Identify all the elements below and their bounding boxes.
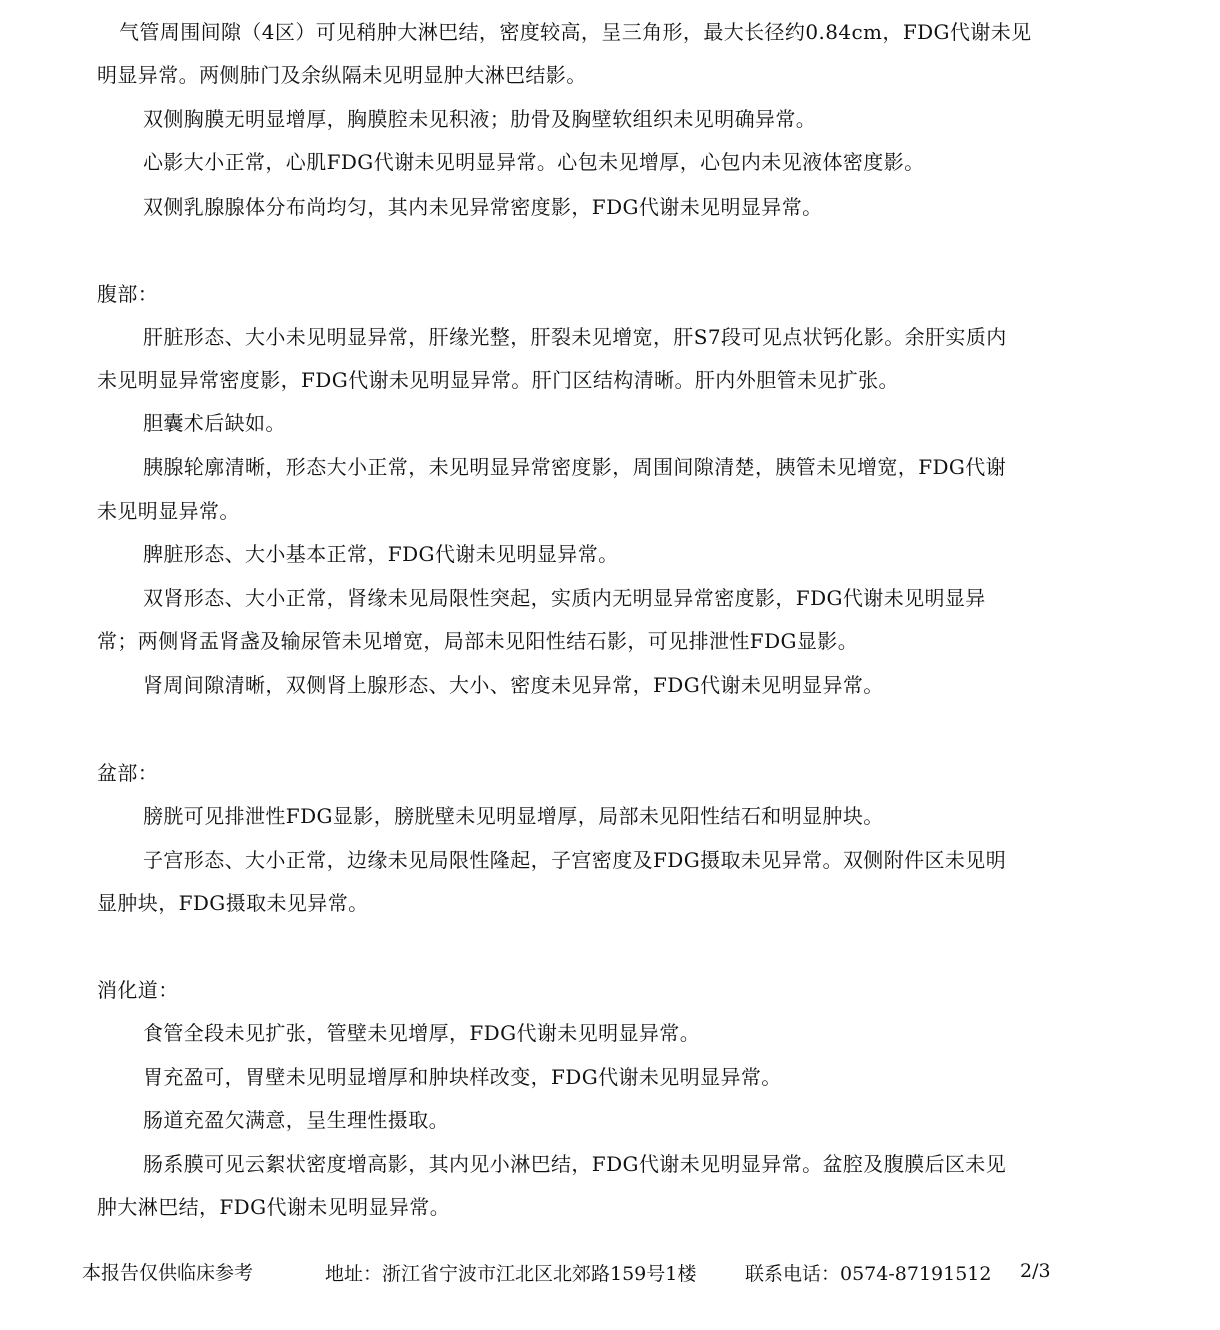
abdomen-text-line: 常；两侧肾盂肾盏及输尿管未见增宽，局部未见阳性结石影，可见排泄性FDG显影。 (97, 629, 859, 653)
footer-address: 地址：浙江省宁波市江北区北郊路159号1楼 (325, 1263, 697, 1285)
pelvis-text-line: 显肿块，FDG摄取未见异常。 (97, 891, 369, 915)
digestive-text-line: 肠系膜可见云絮状密度增高影，其内见小淋巴结，FDG代谢未见明显异常。盆腔及腹膜后区未见 (143, 1152, 1007, 1176)
section-heading-digestive: 消化道： (97, 978, 179, 1002)
chest-text-line: 心影大小正常，心肌FDG代谢未见明显异常。心包未见增厚，心包内未见液体密度影。 (143, 150, 925, 174)
footer-page-number: 2/3 (1020, 1260, 1051, 1282)
chest-text-line: 双侧胸膜无明显增厚，胸膜腔未见积液；肋骨及胸壁软组织未见明确异常。 (143, 107, 817, 131)
digestive-text-line: 肿大淋巴结，FDG代谢未见明显异常。 (97, 1195, 451, 1219)
chest-text-line: 明显异常。两侧肺门及余纵隔未见明显肿大淋巴结影。 (97, 63, 587, 87)
footer-disclaimer: 本报告仅供临床参考 (82, 1262, 254, 1284)
footer-phone: 联系电话：0574-87191512 (745, 1263, 992, 1285)
abdomen-text-line: 未见明显异常。 (97, 499, 240, 523)
abdomen-text-line: 胆囊术后缺如。 (143, 411, 286, 435)
digestive-text-line: 食管全段未见扩张，管壁未见增厚，FDG代谢未见明显异常。 (143, 1021, 701, 1045)
section-heading-abdomen: 腹部： (97, 282, 159, 306)
abdomen-text-line: 胰腺轮廓清晰，形态大小正常，未见明显异常密度影，周围间隙清楚，胰管未见增宽，FDG代谢 (143, 455, 1007, 479)
pelvis-text-line: 膀胱可见排泄性FDG显影，膀胱壁未见明显增厚，局部未见阳性结石和明显肿块。 (143, 804, 884, 828)
abdomen-text-line: 双肾形态、大小正常，肾缘未见局限性突起，实质内无明显异常密度影，FDG代谢未见明显异 (143, 586, 986, 610)
abdomen-text-line: 脾脏形态、大小基本正常，FDG代谢未见明显异常。 (143, 542, 619, 566)
digestive-text-line: 胃充盈可，胃壁未见明显增厚和肿块样改变，FDG代谢未见明显异常。 (143, 1065, 782, 1089)
abdomen-text-line: 肝脏形态、大小未见明显异常，肝缘光整，肝裂未见增宽，肝S7段可见点状钙化影。余肝实质内 (143, 325, 1007, 349)
chest-text-line: 双侧乳腺腺体分布尚均匀，其内未见异常密度影，FDG代谢未见明显异常。 (143, 195, 823, 219)
abdomen-text-line: 肾周间隙清晰，双侧肾上腺形态、大小、密度未见异常，FDG代谢未见明显异常。 (143, 673, 884, 697)
chest-text-line: 气管周围间隙（4区）可见稍肿大淋巴结，密度较高，呈三角形，最大长径约0.84cm，FDG代谢未见 (119, 20, 1032, 44)
section-heading-pelvis: 盆部： (97, 761, 159, 785)
pelvis-text-line: 子宫形态、大小正常，边缘未见局限性隆起，子宫密度及FDG摄取未见异常。双侧附件区未见明 (143, 848, 1007, 872)
digestive-text-line: 肠道充盈欠满意，呈生理性摄取。 (143, 1108, 449, 1132)
abdomen-text-line: 未见明显异常密度影，FDG代谢未见明显异常。肝门区结构清晰。肝内外胆管未见扩张。 (97, 368, 899, 392)
